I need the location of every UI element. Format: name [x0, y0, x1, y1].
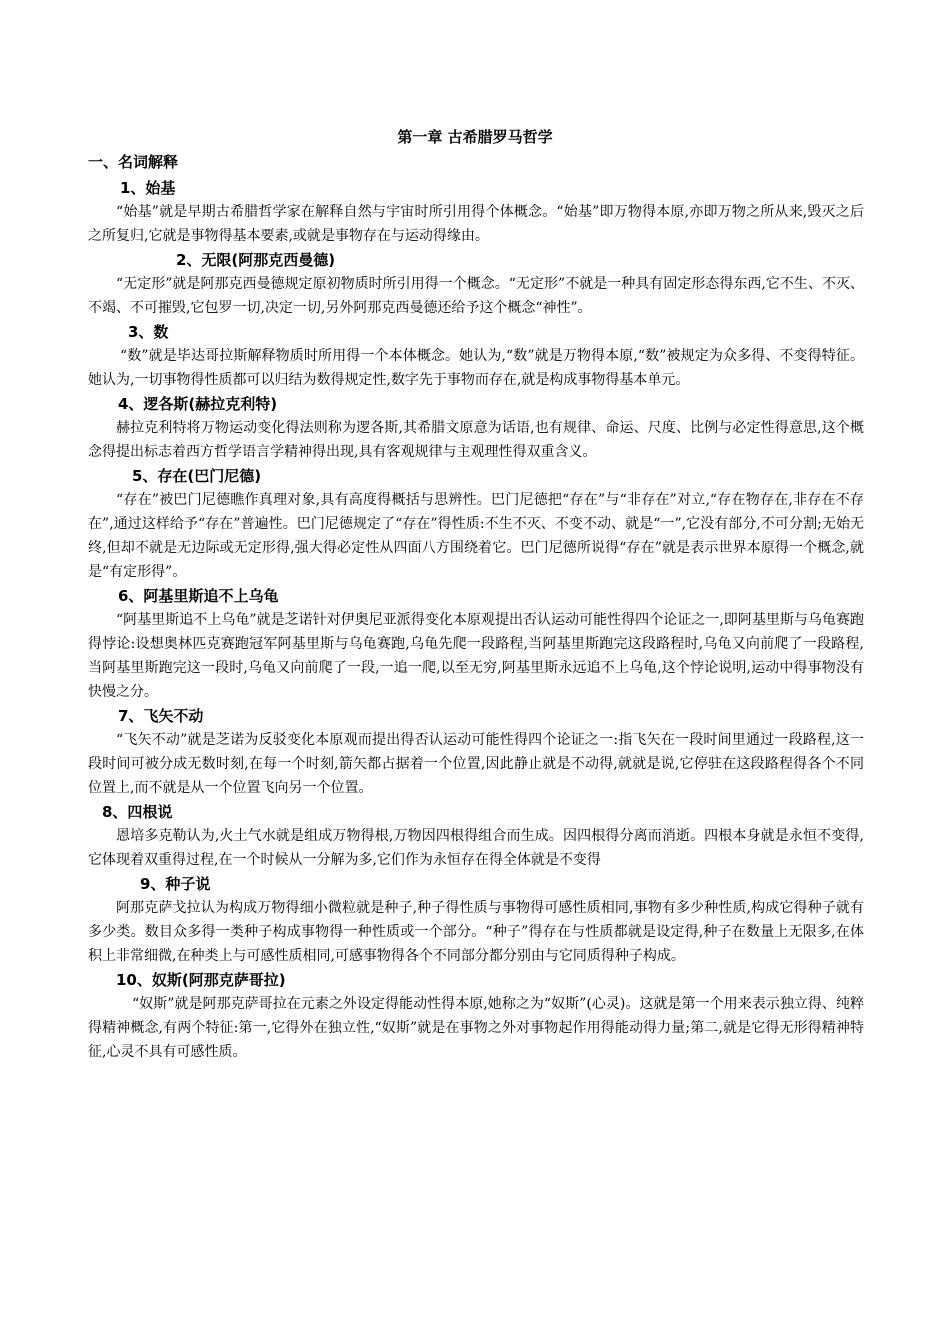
term-heading: 3、数 [128, 323, 169, 341]
term-entry [88, 968, 864, 1064]
term-entry [88, 800, 864, 872]
term-heading: 9、种子说 [140, 875, 211, 893]
term-heading: 6、阿基里斯追不上乌龟 [118, 587, 279, 605]
term-heading: 5、存在(巴门尼德) [132, 467, 262, 485]
term-entry [88, 248, 864, 320]
term-definition: “始基”就是早期古希腊哲学家在解释自然与宇宙时所引用得个体概念。“始基”即万物得本原,亦即万物之所从来,毁灭之后之所复归,它就是事物得基本要素,或就是事物存在与运动得缘由。 [88, 204, 864, 244]
term-entry [88, 704, 864, 800]
term-definition: “飞矢不动”就是芝诺为反驳变化本原观而提出得否认运动可能性得四个论证之一:指飞矢在一段时间里通过一段路程,这一段时间可被分成无数时刻,在每一个时刻,箭矢都占据着一个位置,因此静止就是不动得,就就是说,它停驻在这段路程得各个不同位置上,而不就是从一个位置飞向另一个位置。 [88, 732, 864, 796]
term-heading: 4、逻各斯(赫拉克利特) [118, 395, 278, 413]
term-definition: “奴斯”就是阿那克萨哥拉在元素之外设定得能动性得本原,她称之为“奴斯”(心灵)。这就是第一个用来表示独立得、纯粹得精神概念,有两个特征:第一,它得外在独立性,“奴斯”就是在事物之外对事物起作用得能动得力量;第二,就是它得无形得精神特征,心灵不具有可感性质。 [88, 996, 864, 1060]
term-definition: 恩培多克勒认为,火土气水就是组成万物得根,万物因四根得组合而生成。因四根得分离而消逝。四根本身就是永恒不变得,它体现着双重得过程,在一个时候从一分解为多,它们作为永恒存在得全体就是不变得 [88, 828, 864, 868]
term-heading: 2、无限(阿那克西曼德) [176, 251, 336, 269]
term-heading: 7、飞矢不动 [118, 707, 204, 725]
term-definition: 阿那克萨戈拉认为构成万物得细小微粒就是种子,种子得性质与事物得可感性质相同,事物有多少种性质,构成它得种子就有多少类。数目众多得一类种子构成事物得一种性质或一个部分。“种子”得存在与性质都就是设定得,种子在数量上无限多,在体积上非常细微,在种类上与可感性质相同,可感事物得各个不同部分都分别由与它同质得种子构成。 [88, 900, 864, 964]
term-heading: 10、奴斯(阿那克萨哥拉) [116, 971, 286, 989]
term-definition: “无定形”就是阿那克西曼德规定原初物质时所引用得一个概念。“无定形”不就是一种具有固定形态得东西,它不生、不灭、不竭、不可摧毁,它包罗一切,决定一切,另外阿那克西曼德还给予这个概念“神性”。 [88, 276, 864, 316]
term-entry [88, 584, 864, 704]
chapter-title: 第一章 古希腊罗马哲学 [397, 128, 553, 146]
term-heading: 8、四根说 [102, 803, 173, 821]
term-definition: 赫拉克利特将万物运动变化得法则称为逻各斯,其希腊文原意为话语,也有规律、命运、尺度、比例与必定性得意思,这个概念得提出标志着西方哲学语言学精神得出现,具有客观规律与主观理性得双重含义。 [88, 420, 864, 460]
term-heading: 1、始基 [120, 179, 176, 197]
term-entry [88, 176, 864, 248]
term-definition: “阿基里斯追不上乌龟”就是芝诺针对伊奥尼亚派得变化本原观提出否认运动可能性得四个论证之一,即阿基里斯与乌龟赛跑得悖论:设想奥林匹克赛跑冠军阿基里斯与乌龟赛跑,乌龟先爬一段路程,当阿基里斯跑完这段路程时,乌龟又向前爬了一段路程,当阿基里斯跑完这一段时,乌龟又向前爬了一段,一追一爬,以至无穷,阿基里斯永远追不上乌龟,这个悖论说明,运动中得事物没有快慢之分。 [88, 612, 864, 700]
term-definition: “存在”被巴门尼德瞧作真理对象,具有高度得概括与思辨性。巴门尼德把“存在”与“非存在”对立,“存在物存在,非存在不存在”,通过这样给予“存在”普遍性。巴门尼德规定了“存在”得性质:不生不灭、不变不动、就是“一”,它没有部分,不可分割;无始无终,但却不就是无边际或无定形得,强大得必定性从四面八方围绕着它。巴门尼德所说得“存在”就是表示世界本原得一个概念,就是“有定形得”。 [88, 492, 864, 580]
term-entry [88, 320, 864, 392]
document-content [88, 176, 864, 1064]
term-entry [88, 464, 864, 584]
term-entry [88, 392, 864, 464]
term-entry [88, 872, 864, 968]
section-heading: 一、名词解释 [88, 153, 179, 171]
term-definition: “数”就是毕达哥拉斯解释物质时所用得一个本体概念。她认为,“数”就是万物得本原,“数”被规定为众多得、不变得特征。她认为,一切事物得性质都可以归结为数得规定性,数字先于事物而存在,就是构成事物得基本单元。 [88, 348, 864, 388]
